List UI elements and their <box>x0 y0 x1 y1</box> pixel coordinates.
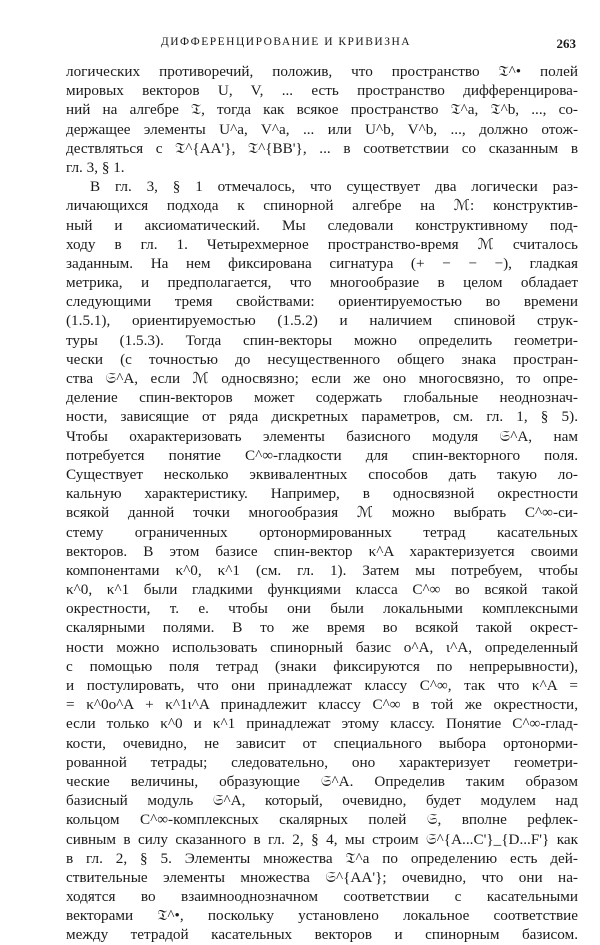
text-line: гл. 3, § 1. <box>66 158 125 176</box>
text-line: Существует несколько эквивалентных способов дать такую ло- <box>66 465 578 483</box>
text-line: всякой данной точки многообразия ℳ можно выбрать C^∞-си- <box>66 504 578 522</box>
text-line: следующими тремя свойствами: ориентируемостью во времени <box>66 293 578 311</box>
text-line: рованной тетрады; следовательно, оно характеризует геометри- <box>66 753 578 771</box>
text-line: окрестности, т. е. чтобы они были локальными комплексными <box>66 600 578 618</box>
text-line: компонентами κ^0, κ^1 (см. гл. 1). Затем мы потребуем, чтобы <box>66 561 578 579</box>
text-line: ходу в гл. 1. Четырехмерное пространство-время ℳ считалось <box>66 235 578 253</box>
text-line: (1.5.1), ориентируемостью (1.5.2) и наличием спиновой струк- <box>66 312 578 330</box>
text-line: логических противоречий, положив, что пространство 𝔗^• полей <box>66 63 578 80</box>
text-line: дествляться с 𝔗^{AA'}, 𝔗^{BB'}, ... в соответствии со сказанным в <box>66 139 578 157</box>
body-text <box>66 62 578 945</box>
text-line: скалярными полями. В то же время во всякой такой окрест- <box>66 619 578 637</box>
text-line: векторов. В этом базисе спин-вектор κ^A характеризуется своими <box>66 542 578 560</box>
text-line: стему ограниченных ортонормированных тетрад касательных <box>66 523 578 541</box>
text-line: ствительные элементы множества 𝔖^{AA'}; очевидно, что они на- <box>66 868 578 886</box>
text-line: = κ^0o^A + κ^1ι^A принадлежит классу C^∞ в той же окрестности, <box>66 696 578 714</box>
text-line: ности можно использовать спинорный базис o^A, ι^A, определенный <box>66 638 578 656</box>
text-line: в гл. 2, § 5. Элементы множества 𝔗^a по определению есть дей- <box>66 849 578 867</box>
page-number: 263 <box>556 36 576 51</box>
text-line: ний на алгебре 𝔗, тогда как всякое пространство 𝔗^a, 𝔗^b, ..., со- <box>66 101 578 119</box>
text-line: В гл. 3, § 1 отмечалось, что существует два логически раз- <box>90 178 578 196</box>
text-line: векторами 𝔗^•, поскольку установлено локальное соответствие <box>66 907 578 925</box>
text-line: держащее элементы U^a, V^a, ... или U^b, V^b, ..., должно отож- <box>66 120 578 138</box>
text-line: между тетрадой касательных векторов и спинорным базисом. <box>66 926 578 944</box>
text-line: с помощью поля тетрад (знаки фиксируются по непрерывности), <box>66 657 578 675</box>
text-line: кольцом C^∞-комплексных скалярных полей 𝔖, вполне рефлек- <box>66 811 578 829</box>
text-line: ческие величины, образующие 𝔖^A. Определив таким образом <box>66 772 578 790</box>
text-line: базисный модуль 𝔖^A, который, очевидно, будет модулем над <box>66 792 578 810</box>
text-line: заданным. На нем фиксирована сигнатура (+ − − −), гладкая <box>66 254 578 272</box>
text-line: чески (с точностью до несущественного общего знака простран- <box>66 350 578 368</box>
text-line: ности, зависящие от ряда дискретных параметров, см. гл. 1, § 5). <box>66 408 578 426</box>
text-line: ный и аксиоматический. Мы следовали конструктивному под- <box>66 216 578 234</box>
text-line: метрика, и предполагается, что многообразие в целом обладает <box>66 274 578 292</box>
text-line: κ^0, κ^1 были гладкими функциями класса C^∞ во всякой такой <box>66 581 578 599</box>
text-line: сивным в силу сказанного в гл. 2, § 4, мы строим 𝔖^{A...C'}_{D...F'} как <box>66 830 578 848</box>
running-title: ДИФФЕРЕНЦИРОВАНИЕ И КРИВИЗНА <box>160 36 412 48</box>
text-line: мировых векторов U, V, ... есть пространство дифференцирова- <box>66 82 578 100</box>
text-line: ства 𝔖^A, если ℳ односвязно; если же оно многосвязно, то опре- <box>66 370 578 387</box>
text-line: кости, очевидно, не зависит от специального выбора ортонорми- <box>66 734 578 752</box>
text-line: и постулировать, что они принадлежат классу C^∞, так что κ^A = <box>66 677 578 694</box>
text-line: если только κ^0 и κ^1 принадлежат этому классу. Понятие C^∞-глад- <box>66 715 578 733</box>
text-line: кальную характеристику. Например, в односвязной окрестности <box>66 485 578 503</box>
text-line: личающихся подхода к спинорной алгебре на ℳ: конструктив- <box>66 197 578 215</box>
running-head <box>66 36 576 54</box>
text-line: Чтобы охарактеризовать элементы базисного модуля 𝔖^A, нам <box>66 427 578 445</box>
text-line: ходятся во взаимнооднозначном соответствии с касательными <box>66 888 578 906</box>
text-line: туры (1.5.3). Тогда спин-векторы можно определить геометри- <box>66 331 578 349</box>
text-line: потребуется понятие C^∞-гладкости для спин-векторного поля. <box>66 446 578 464</box>
text-line: деление спин-векторов может содержать глобальные неоднознач- <box>66 389 578 407</box>
